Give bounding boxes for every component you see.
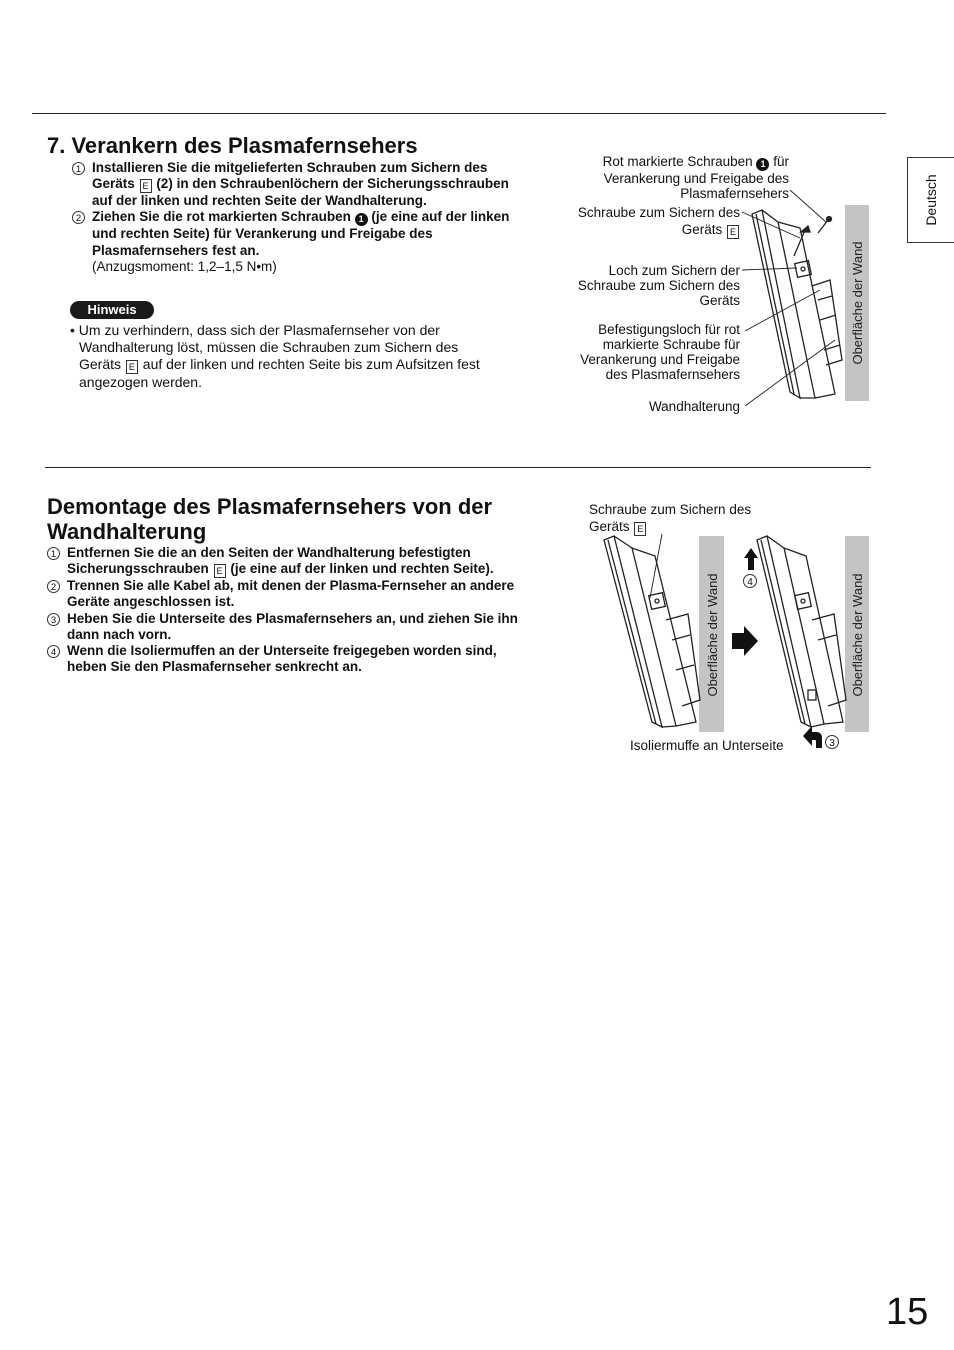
fig2-tv-right [757, 536, 846, 727]
fig2-marker-4-num: 4 [747, 577, 753, 588]
fig1-label-red-screws-d: Plasmafernsehers [680, 186, 789, 201]
part-e-icon: E [214, 564, 226, 578]
page-number: 15 [886, 1291, 929, 1333]
section1-title: 7. Verankern des Plasmafernsehers [47, 133, 418, 158]
part-e-icon: E [126, 360, 138, 374]
s2-step1-a: Entfernen Sie die an den Seiten der Wandhalterung befestigten Sicherungsschrauben [67, 545, 471, 577]
fig1-label-screw-b: Geräts [681, 222, 723, 237]
fig2-wall-text-left: Oberfläche der Wand [705, 573, 720, 697]
section2-title-a: Demontage des Plasmafernsehers von der [47, 494, 493, 519]
note-line-2: Wandhalterung löst, müssen die Schrauben zum Sichern des [79, 339, 459, 356]
s2-step2: Trennen Sie alle Kabel ab, mit denen der Plasma-Fernseher an andere Geräte angeschlossen ist. [67, 578, 515, 610]
step-number-4: 4 [47, 645, 60, 658]
note-line-4: angezogen werden. [79, 374, 202, 391]
part-e-icon: E [634, 522, 646, 536]
step-number-2: 2 [72, 211, 85, 224]
fig1-label-red-screws-c: Verankerung und Freigabe des [603, 171, 789, 186]
note-line-3a: Geräts [79, 356, 122, 373]
up-arrow-icon [744, 548, 758, 570]
fig1-label-fix-b: markierte Schraube für [602, 337, 740, 352]
section2-title-b: Wandhalterung [47, 519, 207, 544]
fig1-label-hole-c: Geräts [699, 293, 740, 308]
s2-step1-b: (je eine auf der linken und rechten Seite). [230, 561, 494, 577]
note-line-1: • Um zu verhindern, dass sich der Plasmafernseher von der [70, 322, 440, 338]
screw-marker-1-icon: 1 [355, 213, 368, 226]
fig2-marker-3 [826, 736, 839, 750]
fig1-label-fix-a: Befestigungsloch für rot [598, 322, 740, 337]
step2-text-a: Ziehen Sie die rot markierten Schrauben [92, 209, 351, 225]
note-badge: Hinweis [70, 301, 154, 319]
fig1-label-hole-b: Schraube zum Sichern des [577, 278, 740, 293]
right-arrow-icon [732, 626, 758, 656]
fig2-label-bottom: Isoliermuffe an Unterseite [630, 738, 784, 753]
s2-step4: Wenn die Isoliermuffen an der Unterseite freigegeben worden sind, heben Sie den Plasmafernseher senkrecht an. [67, 643, 497, 675]
fig1-wall-text: Oberfläche der Wand [850, 241, 865, 365]
fig1-label-bracket: Wandhalterung [648, 399, 740, 414]
fig1-label-fix-d: des Plasmafernsehers [605, 367, 740, 382]
step1-text-b: (2) in den Schraubenlöchern der Sicherungsschrauben auf der linken und rechten Seite der Wandhalterung. [92, 176, 509, 209]
language-tab-label: Deutsch [923, 174, 939, 226]
fig2-marker-4 [744, 575, 757, 589]
fig1-label-red-screws-b: für [773, 154, 789, 169]
fig2-marker-3-num: 3 [829, 738, 835, 749]
fig2-wall-right [845, 536, 869, 732]
step-number-3: 3 [47, 613, 60, 626]
s2-step3: Heben Sie die Unterseite des Plasmafernsehers an, und ziehen Sie ihn dann nach vorn. [67, 610, 518, 642]
screw-marker-1-icon: 1 [756, 158, 769, 171]
fig2-tv-left [604, 536, 700, 727]
fig1-label-hole-a: Loch zum Sichern der [608, 263, 740, 278]
part-e-icon: E [727, 225, 739, 239]
fig2-leader-line [650, 534, 662, 598]
note-line-3b: auf der linken und rechten Seite bis zum Aufsitzen fest [142, 356, 480, 373]
fig1-label-fix-c: Verankerung und Freigabe [580, 352, 740, 367]
part-e-icon: E [140, 179, 152, 193]
step2-text-b: (je eine auf der linken und rechten Seite) für Verankerung und Freigabe des Plasmafernsehers fest an. [92, 209, 510, 258]
fig2-wall-left [699, 536, 724, 732]
curved-arrow-icon [803, 726, 822, 748]
step-number-1: 1 [47, 547, 60, 560]
torque-note: (Anzugsmoment: 1,2–1,5 N•m) [92, 258, 277, 274]
step-number-1: 1 [72, 162, 85, 175]
fig1-label-red-screws-a: Rot markierte Schrauben [602, 154, 753, 169]
fig1-label-screw-a: Schraube zum Sichern des [577, 205, 740, 220]
step-number-2: 2 [47, 580, 60, 593]
fig2-label-screw-b: Geräts [589, 519, 630, 534]
fig2-wall-text-right: Oberfläche der Wand [850, 573, 865, 697]
step1-text-a: Installieren Sie die mitgelieferten Schrauben zum Sichern des Geräts [92, 160, 488, 192]
fig2-label-screw-a: Schraube zum Sichern des [589, 502, 752, 517]
